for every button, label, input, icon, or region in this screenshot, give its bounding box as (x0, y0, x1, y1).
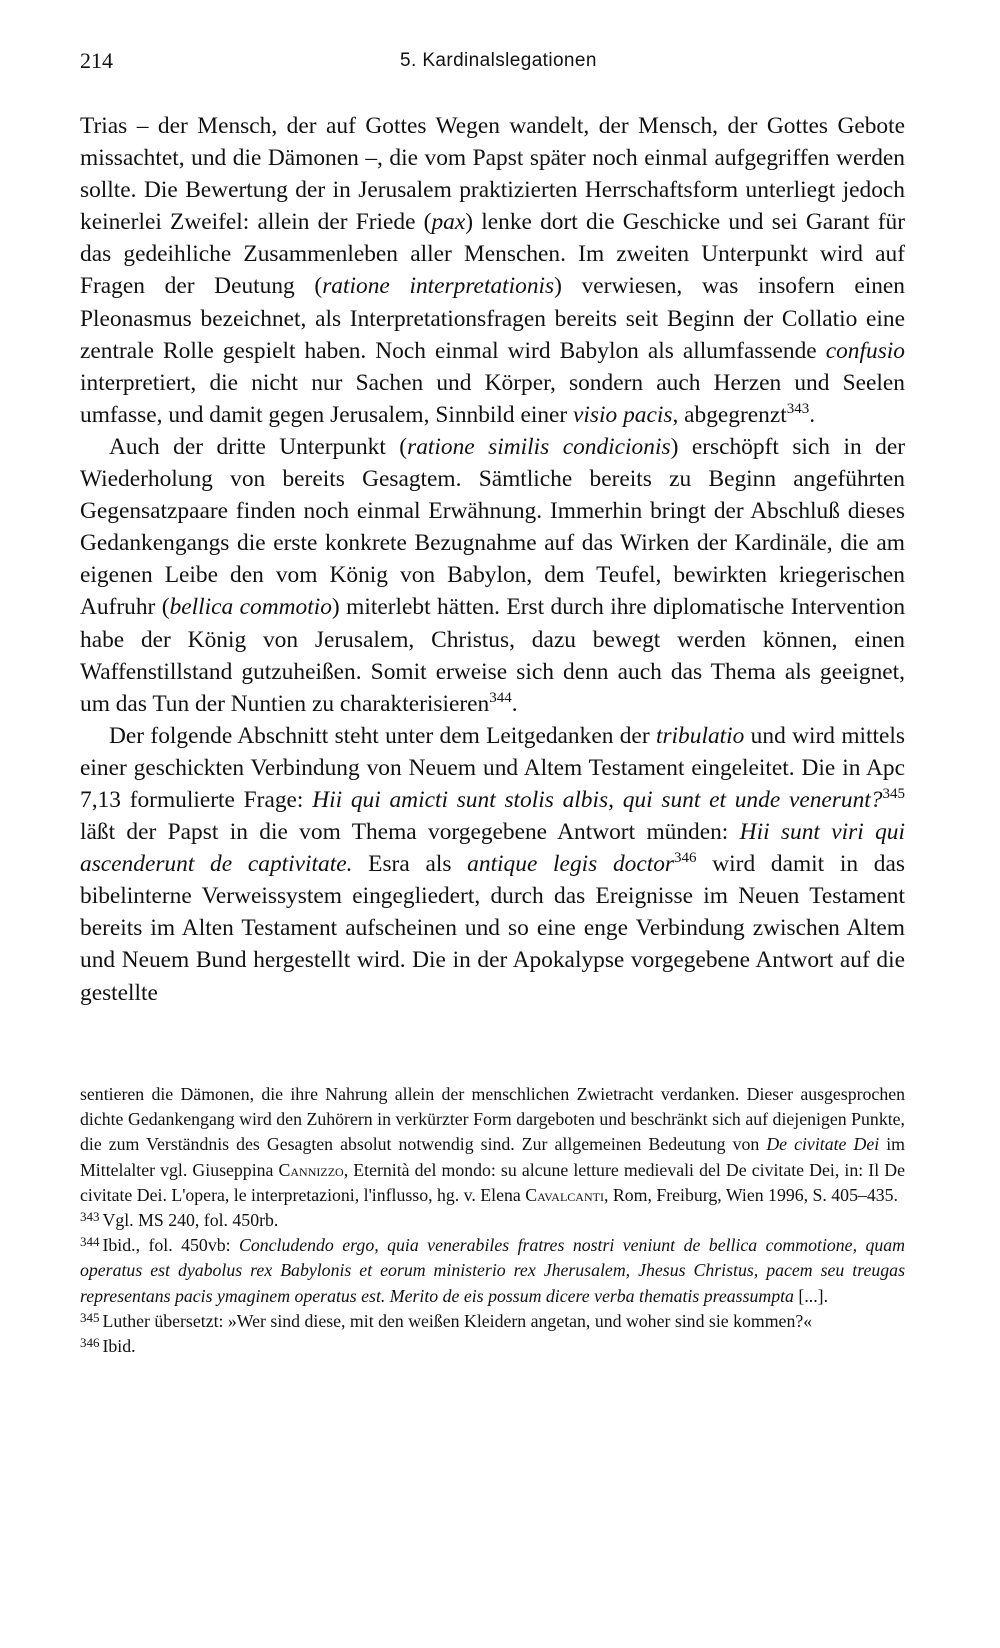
author-name: Cannizzo (278, 1159, 344, 1180)
footnote-number: 343 (80, 1209, 100, 1225)
text-run: Ibid. (102, 1336, 136, 1357)
text-run: , Eternità del mondo: su alcune letture medievali del De civitate Dei, in: Il De civitate Dei. L'opera, le interpretazioni, l'influsso, hg. v. Elena (80, 1159, 905, 1205)
footnote (80, 1208, 905, 1233)
footnote-number: 345 (80, 1309, 100, 1325)
text-run: , abgegrenzt (672, 401, 787, 428)
text-run: Vgl. MS 240, fol. 450rb. (102, 1210, 279, 1231)
text-run: Esra als (352, 851, 468, 878)
italic-text: Hii qui amicti sunt stolis albis, qui sunt et unde venerunt? (312, 786, 883, 813)
footnote-ref: 346 (674, 850, 697, 867)
footnote-continuation (80, 1082, 905, 1208)
text-run: Ibid., fol. 450vb: (102, 1235, 239, 1256)
italic-text: bellica commotio (169, 594, 332, 621)
italic-text: Concludendo ergo, quia venerabiles fratres nostri veniunt de bellica commotione, quam operatus est dyabolus rex Babylonis et eorum ministerio rex Jherusalem, Jhesus Christus, pacem seu treugas representans pacis ymaginem operatus est. Merito de eis possum dicere verba thematis preassumpta (80, 1235, 905, 1306)
footnote-number: 344 (80, 1234, 100, 1250)
text-run: ) verwiesen, was insofern einen Pleonasmus bezeichnet, als Interpretationsfragen bereits seit Beginn der Collatio eine zentrale Rolle gespielt haben. Noch einmal wird Babylon als allumfassende (80, 273, 905, 364)
footnote (80, 1309, 905, 1334)
italic-text: tribulatio (655, 722, 745, 749)
text-run: und wird mittels einer geschickten Verbindung von Neuem und Altem Testament eingeleitet. Die in Apc 7,13 formulierte Frage: (80, 722, 905, 813)
page-header (80, 48, 900, 82)
paragraph (80, 110, 905, 431)
text-run: Trias – der Mensch, der auf Gottes Wegen wandelt, der Mensch, der Gottes Gebote missachtet, und die Dämonen –, die vom Papst später noch einmal aufgegriffen werden sollte. Die Bewertung der in Jerusalem praktizierten Herrschaftsform unterliegt jedoch keinerlei Zweifel: allein der Friede ( (80, 113, 905, 236)
italic-text: visio pacis (573, 401, 673, 428)
italic-text: confusio (825, 337, 905, 364)
text-run: Luther übersetzt: »Wer sind diese, mit den weißen Kleidern angetan, und woher sind sie kommen?« (102, 1310, 813, 1331)
paragraph (80, 720, 905, 1009)
italic-text: Hii sunt viri qui ascenderunt de captivitate. (80, 819, 905, 878)
footnote-ref: 345 (882, 785, 905, 802)
footnote-number: 346 (80, 1335, 100, 1351)
text-run: ) lenke dort die Geschicke und sei Garant für das gedeihliche Zusammenleben aller Menschen. Im zweiten Unterpunkt wird auf Fragen der Deutung ( (80, 209, 906, 300)
footnote-ref: 344 (489, 689, 512, 706)
text-run: Auch der dritte Unterpunkt ( (109, 433, 408, 460)
italic-text: ratione interpretationis (322, 273, 555, 300)
text-run: [...]. (793, 1285, 829, 1306)
text-run: Der folgende Abschnitt steht unter dem Leitgedanken der (109, 722, 656, 749)
italic-text: antique legis doctor (467, 851, 675, 878)
paragraph (80, 431, 905, 720)
main-text (80, 110, 905, 1009)
text-run: sentieren die Dämonen, die ihre Nahrung allein der menschlichen Zwietracht verdanken. Dieser ausgesprochen dichte Gedankengang wird den Zuhörern in verkürzter Form dargeboten und beschränkt sich auf diejenigen Punkte, die zum Verständnis des Gesagten absolut notwendig sind. Zur allgemeinen Bedeutung von (80, 1084, 905, 1155)
italic-text: pax (431, 209, 466, 236)
footnotes (80, 1082, 905, 1359)
text-run: wird damit in das bibelinterne Verweissystem eingegliedert, durch das Ereignisse im Neuen Testament bereits im Alten Testament aufscheinen und so eine enge Verbindung zwischen Altem und Neuem Bund hergestellt wird. Die in der Apokalypse vorgegebene Antwort auf die gestellte (80, 851, 905, 1006)
text-run: im Mittelalter vgl. Giuseppina (80, 1134, 905, 1180)
footnote-ref: 343 (786, 400, 810, 417)
italic-text: ratione similis condicionis (407, 433, 671, 460)
text-run: interpretiert, die nicht nur Sachen und Körper, sondern auch Herzen und Seelen umfasse, und damit gegen Jerusalem, Sinnbild einer (80, 369, 905, 428)
running-head: 5. Kardinalslegationen (400, 50, 597, 71)
text-run: läßt der Papst in die vom Thema vorgegebene Antwort münden: (80, 819, 740, 846)
text-run: . (511, 690, 518, 717)
italic-text: De civitate Dei (766, 1134, 880, 1155)
footnote (80, 1334, 905, 1359)
text-run: . (809, 401, 816, 428)
text-run: ) miterlebt hätten. Erst durch ihre diplomatische Intervention habe der König von Jerusalem, Christus, dazu bewegt werden können, einen Waffenstillstand gutzuheißen. Somit erweise sich denn auch das Thema als geeignet, um das Tun der Nuntien zu charakterisieren (80, 594, 906, 717)
text-run: ) erschöpft sich in der Wiederholung von bereits Gesagtem. Sämtliche bereits zu Beginn angeführten Gegensatzpaare finden noch einmal Erwähnung. Immerhin bringt der Abschluß dieses Gedankengangs die erste konkrete Bezugnahme auf das Wirken der Kardinäle, die am eigenen Leibe den vom König von Babylon, dem Teufel, bewirkten kriegerischen Aufruhr ( (80, 433, 905, 621)
text-run: , Rom, Freiburg, Wien 1996, S. 405–435. (603, 1184, 898, 1205)
author-name: Cavalcanti (525, 1184, 604, 1205)
footnote (80, 1233, 905, 1309)
page-number: 214 (80, 48, 113, 73)
